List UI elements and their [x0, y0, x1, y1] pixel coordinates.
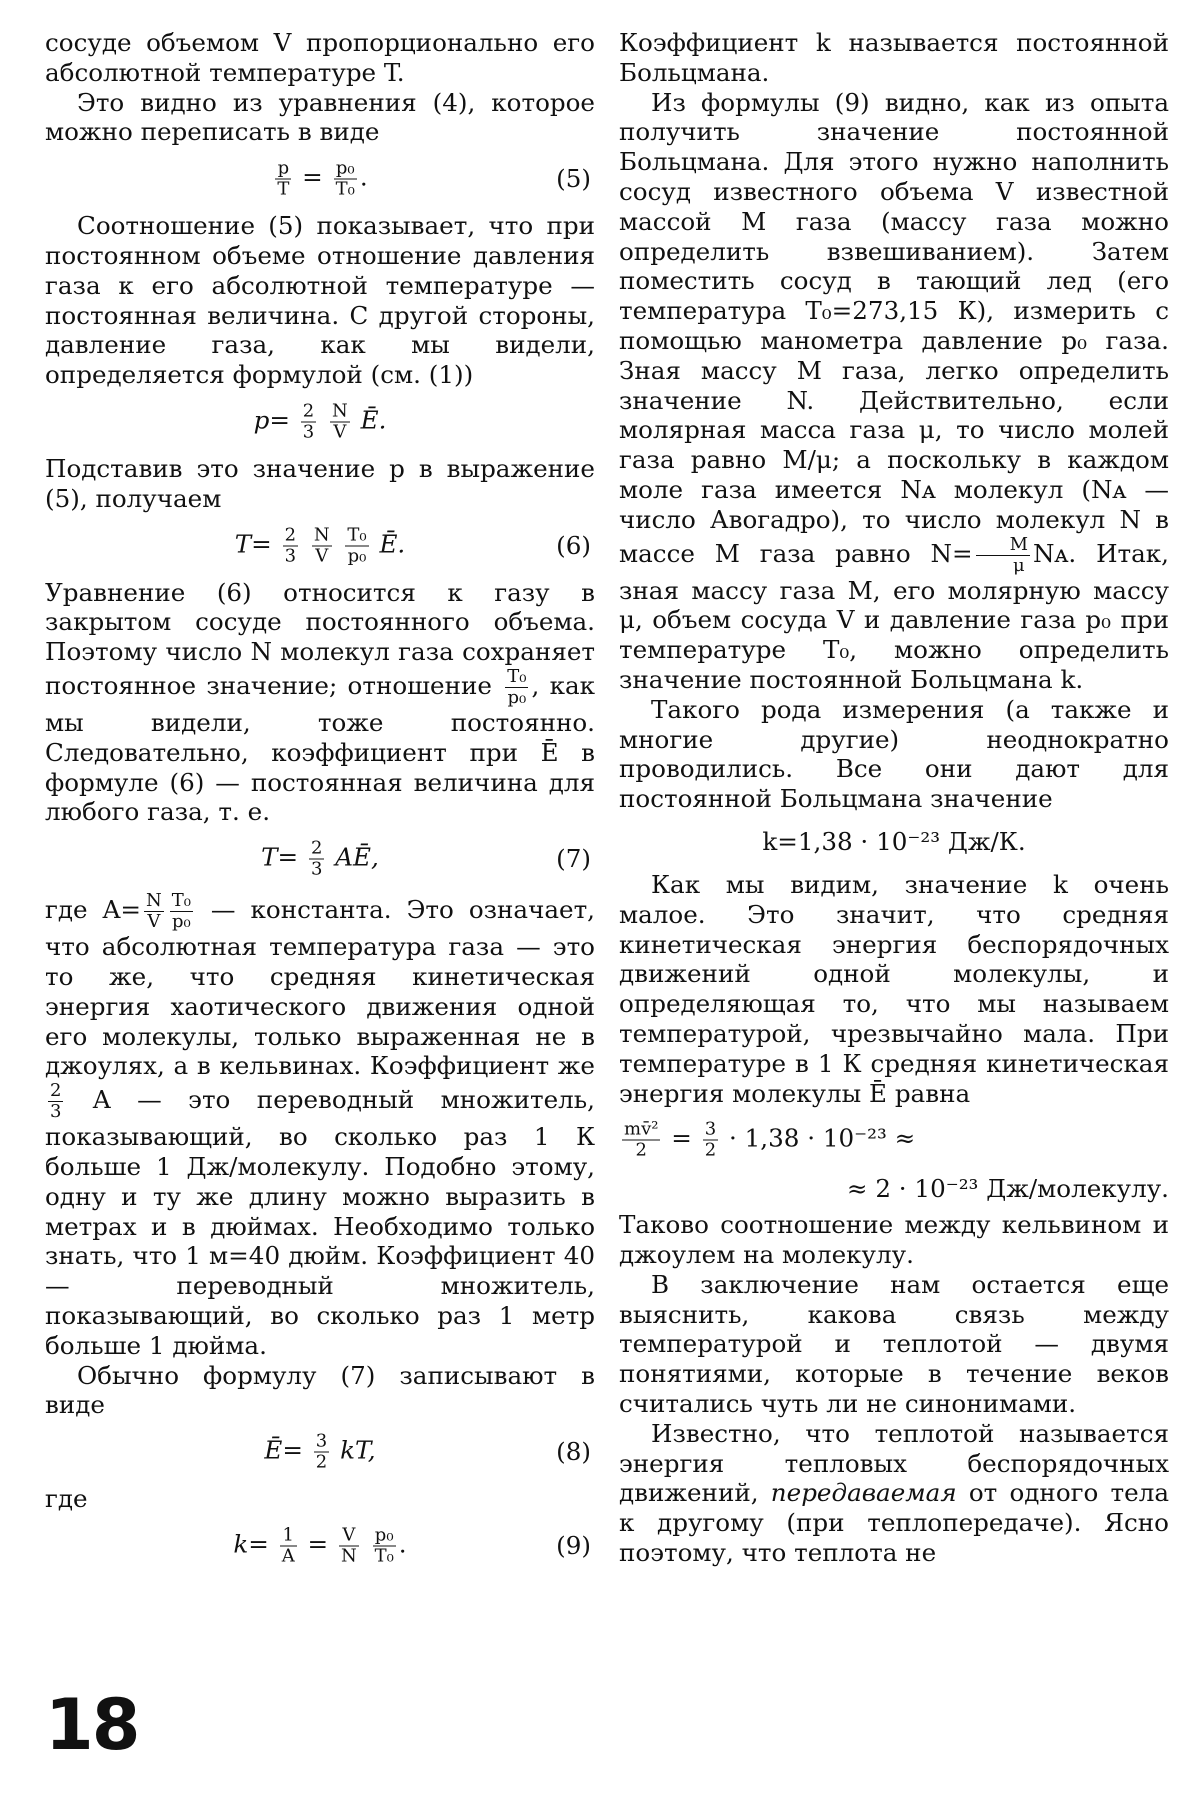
equation-8: Ē= $\frac{3}{2}$ kT, (8) — [264, 1430, 591, 1473]
equation-5: $\frac{p}{T}$ = $\frac{\text{p₀}}{\text{T₀}}$ . (5) — [277, 157, 591, 200]
fraction: $\frac{\text{p₀}}{\text{T₀}}$ — [335, 157, 355, 200]
equation-label: (9) — [556, 1530, 591, 1560]
paragraph: Из формулы (9) видно, как из опыта получить значение постоянной Больцмана. Для этого нужно наполнить сосуд известного объема V известной массой M газа (массу газа можно определить взвешиванием). Затем поместить сосуд в тающий лед (его температура T₀=273,15 К), измерить с помощью манометра давление p₀ газа. Зная массу M газа, легко определить значение N. Действительно, если молярная масса газа μ, то число молей газа равно M/μ; а поскольку в каждом моле газа имеется Nᴀ молекул (Nᴀ — число Авогадро), то число молекул N в массе M газа равно N= $\frac{M}{\mu}$ Nᴀ. Итак, зная массу газа M, его молярную массу μ, объем сосуда V и давление газа p₀ при температуре T₀, можно определить значение постоянной Больцмана k. — [619, 87, 1169, 694]
equation-boltzmann-value: k=1,38 · 10⁻²³ Дж/К. — [762, 827, 1026, 857]
paragraph: Таково соотношение между кельвином и джоулем на молекулу. — [619, 1210, 1169, 1270]
equation-pressure: p= $\frac{2}{3}$ $\frac{N}{V}$ Ē. — [253, 400, 387, 443]
equation-label: (7) — [556, 844, 591, 874]
equation-6: T= $\frac{2}{3}$ $\frac{N}{V}$ $\frac{\text{T₀}}{\text{p₀}}$ Ē. (6) — [234, 524, 591, 567]
paragraph: В заключение нам остается еще выяснить, какова связь между температурой и теплотой — двумя понятиями, которые в течение веков считались чуть ли не синонимами. — [619, 1269, 1169, 1419]
paragraph: Подставив это значение p в выражение (5), получаем — [45, 453, 595, 513]
equation-label: (6) — [556, 530, 591, 560]
paragraph: Как мы видим, значение k очень малое. Это значит, что средняя кинетическая энергия беспорядочных движений одной молекулы, и определяющая то, что мы называем температурой, чрезвычайно мала. При температуре в 1 К средняя кинетическая энергия молекулы Ē равна — [619, 869, 1169, 1108]
paragraph: Известно, что теплотой называется энергия тепловых беспорядочных движений, передаваемая от одного тела к другому (при теплопередаче). Ясно поэтому, что теплота не — [619, 1418, 1170, 1568]
paragraph: Уравнение (6) относится к газу в закрытом сосуде постоянного объема. Поэтому число N молекул газа сохраняет постоянное значение; отношение $\frac{\text{T₀}}{\text{p₀}}$ , как мы видели, тоже постоянно. Следовательно, коэффициент при Ē в формуле (6) — постоянная величина для любого газа, т. е. — [45, 577, 595, 827]
paragraph: сосуде объемом V пропорционально его абсолютной температуре T. — [45, 28, 595, 87]
equation-label: (5) — [556, 164, 591, 194]
paragraph: Соотношение (5) показывает, что при постоянном объеме отношение давления газа к его абсолютной температуре — постоянная величина. С другой стороны, давление газа, как мы видели, определяется формулой (см. (1)) — [45, 211, 595, 390]
paragraph: Обычно формулу (7) записывают в виде — [45, 1360, 595, 1420]
fraction: $\frac{p}{T}$ — [277, 157, 290, 200]
equation-7: T= $\frac{2}{3}$ AĒ, (7) — [261, 837, 591, 880]
paragraph: Это видно из уравнения (4), которое можно переписать в виде — [45, 87, 595, 147]
paragraph: Такого рода измерения (а также и многие другие) неоднократно проводились. Все они дают для постоянной Больцмана значение — [619, 694, 1169, 814]
equation-energy: $\frac{\text{mv̄²}}{2}$ = $\frac{3}{2}$ · 1,38 · 10⁻²³ ≈ — [624, 1118, 916, 1161]
equation-9: k= $\frac{1}{A}$ = $\frac{V}{N}$ $\frac{\text{p₀}}{\text{T₀}}$ . (9) — [233, 1524, 591, 1567]
left-column — [45, 28, 595, 1578]
paragraph: где — [45, 1484, 88, 1514]
right-column — [619, 28, 1169, 1568]
page-number: 18 — [45, 1684, 139, 1766]
equation-label: (8) — [556, 1437, 591, 1467]
equation-energy-result: ≈ 2 · 10⁻²³ Дж/молекулу. — [846, 1174, 1169, 1204]
paragraph: где A= $\frac{N}{V}$ $\frac{\text{T₀}}{\text{p₀}}$ — константа. Это означает, что абсолютная температура газа — это то же, что средняя кинетическая энергия хаотического движения одной его молекулы, только выраженная не в джоулях, а в кельвинах. Коэффициент же $\frac{2}{3}$ A — это переводный множитель, показывающий, во сколько раз 1 К больше 1 Дж/молекулу. Подобно этому, одну и ту же длину можно выразить в метрах и в дюймах. Необходимо только знать, что 1 м=40 дюйм. Коэффициент 40 — переводный множитель, показывающий, во сколько раз 1 метр больше 1 дюйма. — [45, 890, 595, 1360]
paragraph: Коэффициент k называется постоянной Больцмана. — [619, 28, 1169, 87]
